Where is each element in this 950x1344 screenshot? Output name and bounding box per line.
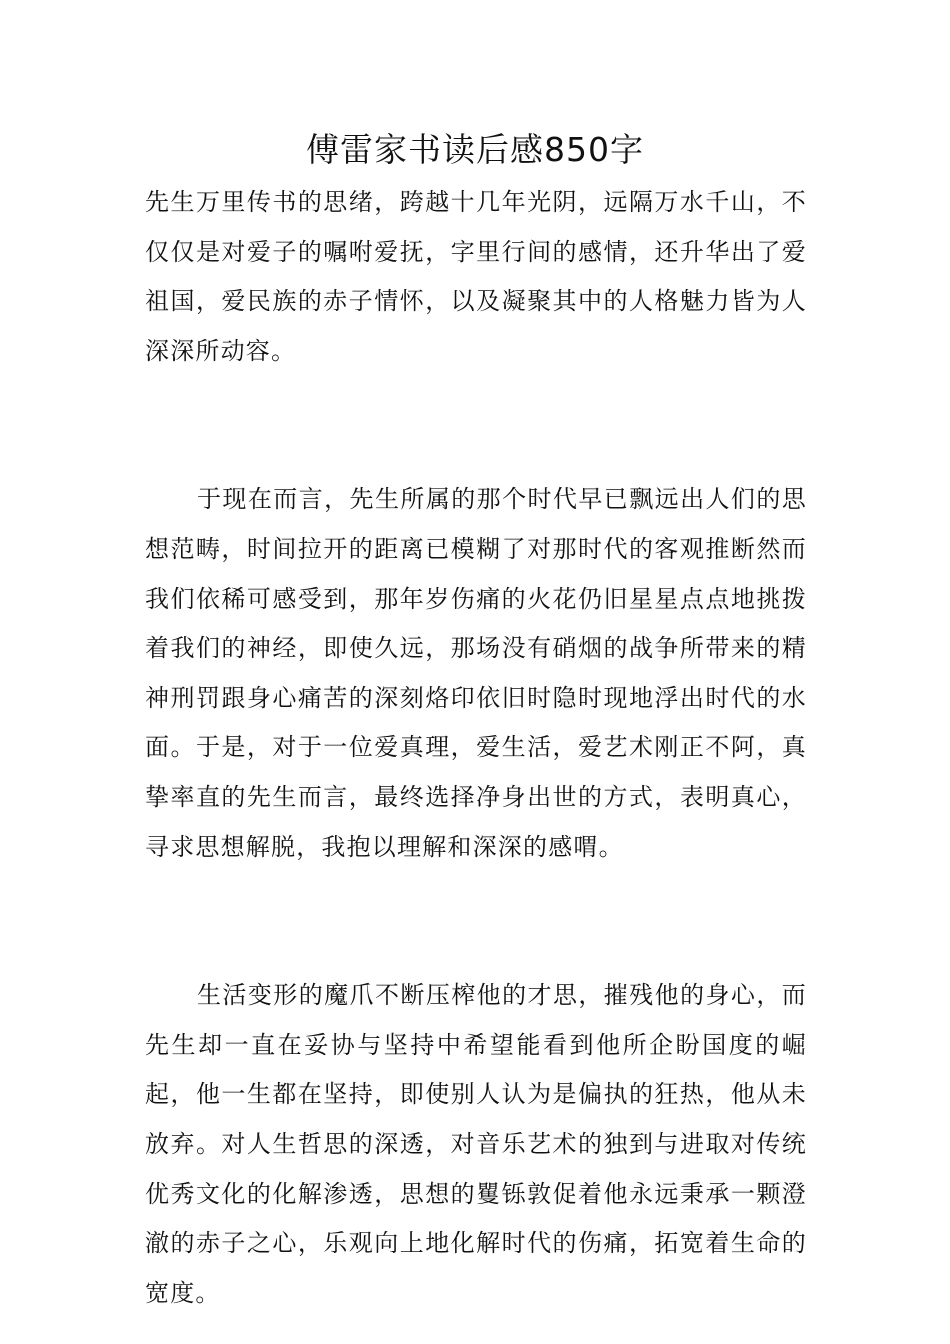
paragraph-1: 先生万里传书的思绪，跨越十几年光阴，远隔万水千山，不仅仅是对爱子的嘱咐爱抚，字里行间的感情，还升华出了爱祖国，爱民族的赤子情怀，以及凝聚其中的人格魅力皆为人深深所动容。 bbox=[145, 188, 807, 365]
paragraph-spacer bbox=[145, 376, 807, 475]
paragraph-2: 于现在而言，先生所属的那个时代早已飘远出人们的思想范畴，时间拉开的距离已模糊了对那时代的客观推断然而我们依稀可感受到，那年岁伤痛的火花仍旧星星点点地挑拨着我们的神经，即使久远，那场没有硝烟的战争所带来的精神刑罚跟身心痛苦的深刻烙印依旧时隐时现地浮出时代的水面。于是，对于一位爱真理，爱生活，爱艺术刚正不阿，真挚率直的先生而言，最终选择净身出世的方式，表明真心，寻求思想解脱，我抱以理解和深深的感喟。 bbox=[145, 485, 807, 861]
paragraph-spacer bbox=[145, 872, 807, 971]
paragraph-3: 生活变形的魔爪不断压榨他的才思，摧残他的身心，而先生却一直在妥协与坚持中希望能看到他所企盼国度的崛起，他一生都在坚持，即使别人认为是偏执的狂热，他从未放弃。对人生哲思的深透，对音乐艺术的独到与进取对传统优秀文化的化解渗透，思想的矍铄敦促着他永远秉承一颗澄澈的赤子之心，乐观向上地化解时代的伤痛，拓宽着生命的宽度。 bbox=[145, 981, 807, 1307]
document-body bbox=[145, 178, 807, 1318]
document-title: 傅雷家书读后感850字 bbox=[306, 130, 644, 169]
